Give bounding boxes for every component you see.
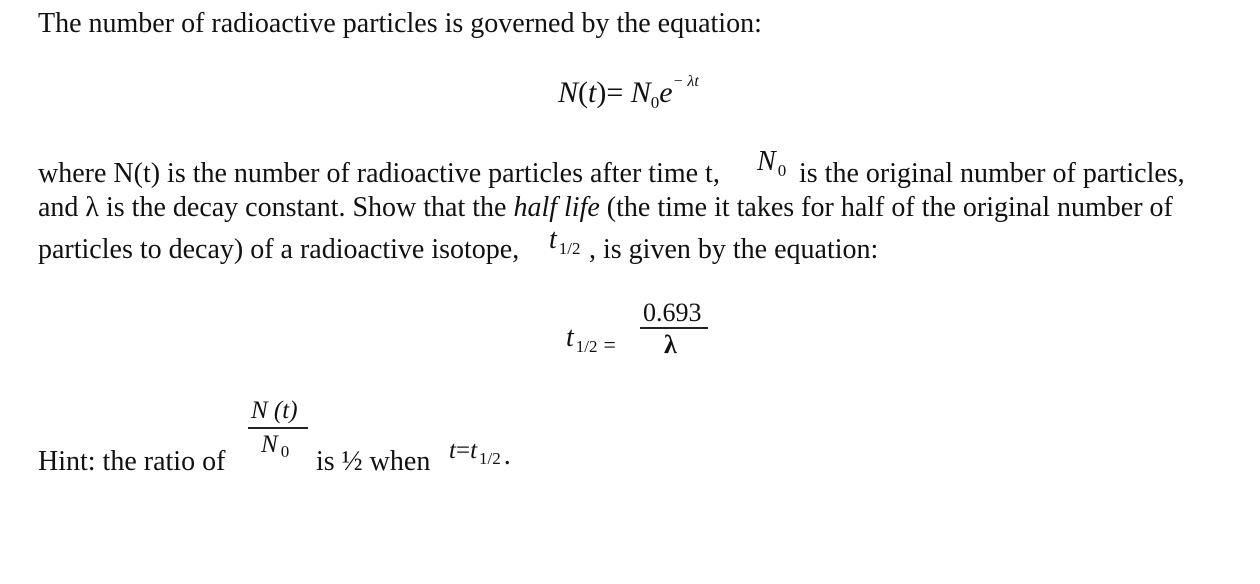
para-line1-b: is the original number of particles, [799,158,1185,189]
half-life-equation [566,322,616,357]
eq1-lhs: N [558,76,579,109]
para-line1-a: where N(t) is the number of radioactive particles after time t, [38,158,720,189]
hint-den-sub: 0 [280,442,290,461]
hint-fraction-bar [248,427,308,429]
para-line-1 [38,160,720,188]
hint-den-symbol: N [261,431,278,458]
hint-fraction-numerator: N (t) [251,397,298,424]
hint-mid: is ½ when [316,446,431,477]
eq1-exp-base: e [659,76,673,109]
para-line3-a: particles to decay) of a radioactive isotope, [38,234,520,265]
hint-cond-rhs: t [470,437,478,464]
t-half-inline [549,224,581,256]
hint-cond-eq: = [455,437,471,464]
para-line3-b: , is given by the equation: [589,234,879,265]
eq2-numerator: 0.693 [643,298,702,327]
eq1-rhs-base: N [630,76,651,109]
n0-symbol: N [757,146,776,177]
eq2-fraction-bar [640,327,708,329]
hint-end: . [503,440,511,471]
hint-cond-sub: 1/2 [479,449,501,468]
t-sub: 1/2 [558,239,581,258]
n0-sub: 0 [777,161,787,180]
hint-condition [449,436,511,471]
eq1-paren-close: )= [596,76,624,109]
para-line-3 [38,236,519,264]
para-line2-b: (the time it takes for half of the original number of [606,192,1173,223]
para-line-2 [38,194,1173,222]
eq2-lhs-sub: 1/2 [575,337,598,356]
hint-lead: Hint: the ratio of [38,446,226,477]
decay-equation [558,73,699,112]
half-life-term: half life [513,192,600,223]
hint-fraction-denominator [261,431,289,459]
eq2-denominator: λ [664,330,677,359]
para-line2-a: and λ is the decay constant. Show that the [38,192,507,223]
eq1-exponent: − λt [672,73,699,90]
eq1-paren-open: ( [578,76,589,109]
eq2-equals: = [603,332,616,357]
intro-text: The number of radioactive particles is governed by the equation: [38,8,762,39]
eq2-lhs-symbol: t [566,322,574,353]
eq1-arg: t [588,76,597,109]
n0-inline-symbol [757,146,786,178]
eq1-rhs-sub: 0 [650,93,660,112]
hint-cond-lhs: t [449,437,456,464]
t-symbol: t [549,224,557,255]
